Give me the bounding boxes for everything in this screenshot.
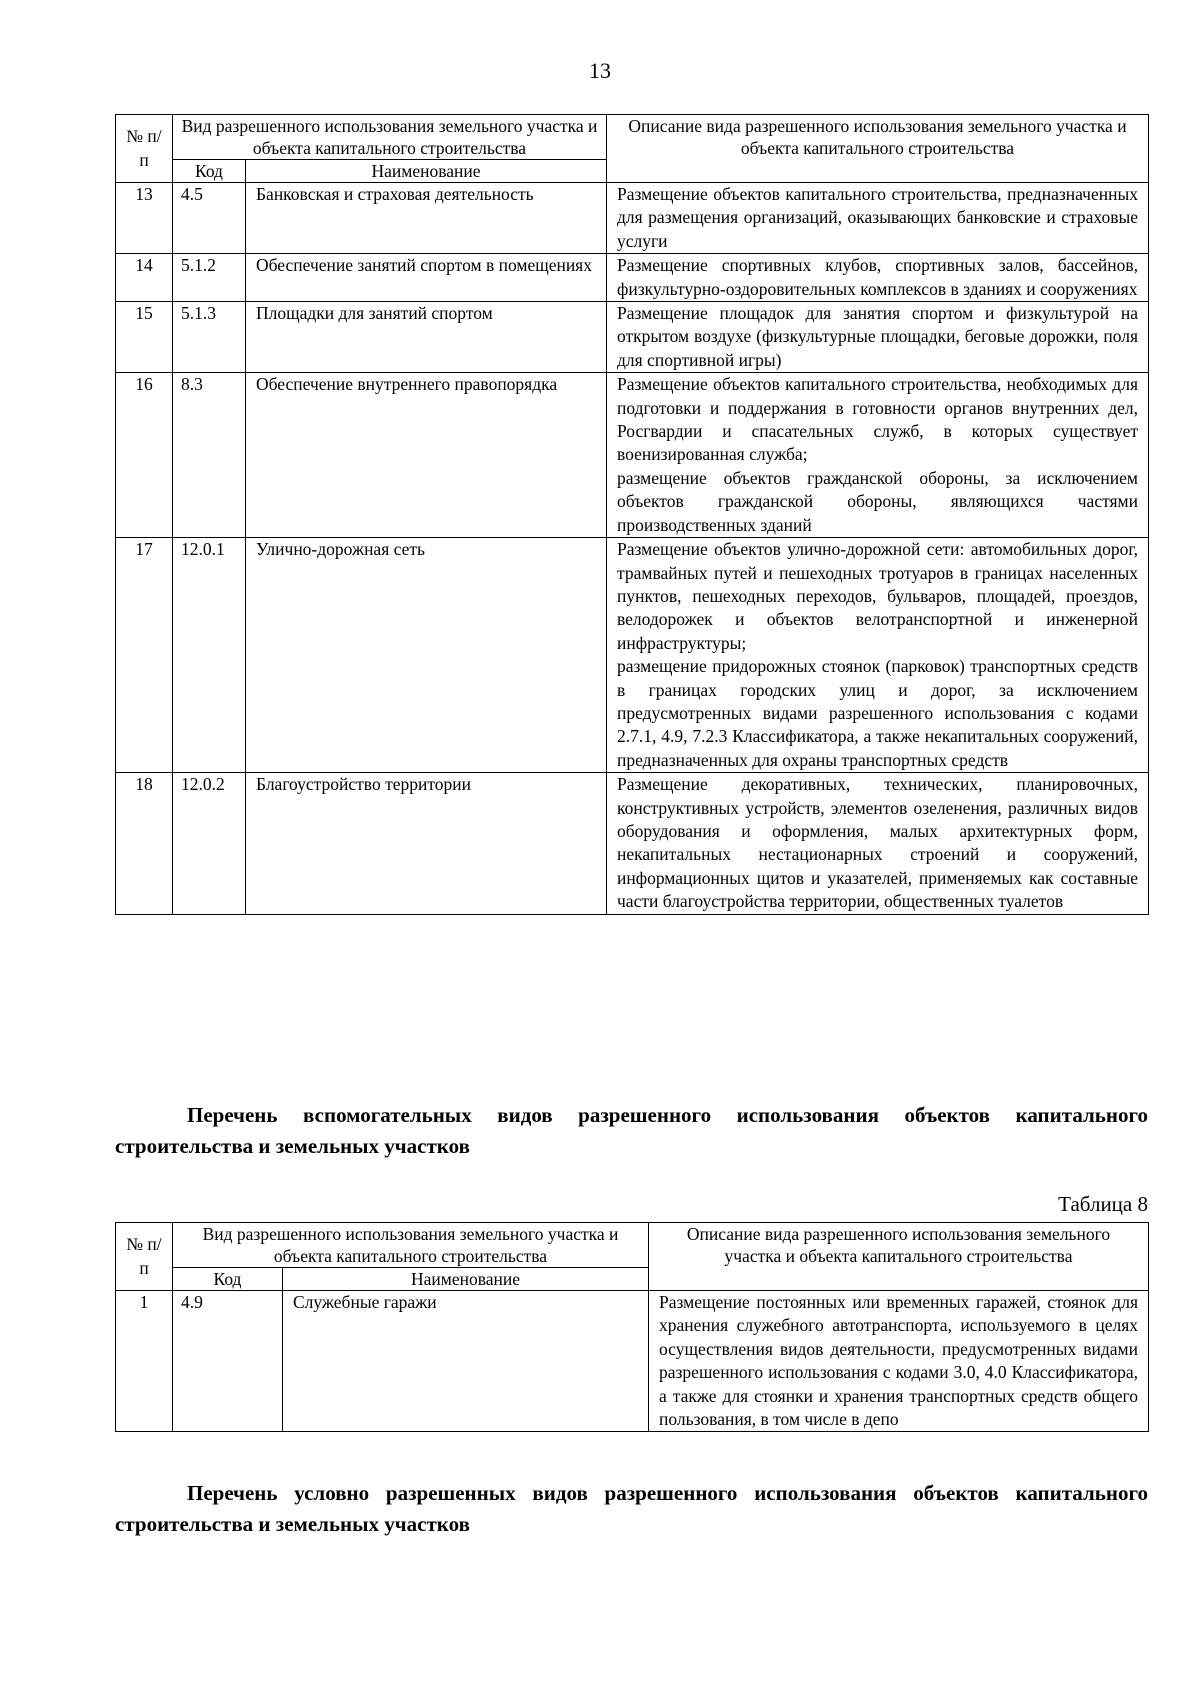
header-desc: Описание вида разрешенного использования земельного участка и объекта капитального строительства [607,115,1149,183]
row-desc [607,773,1149,914]
header-name: Наименование [283,1268,649,1291]
page-number: 13 [589,58,611,83]
row-code: 5.1.2 [173,254,246,302]
row-desc-paragraph: Размещение постоянных или временных гаражей, стоянок для хранения служебного автотранспорта, используемого в целях осуществления видов деятельности, предусмотренных видами разрешенного использования с кодами 3.0, 4.0 Классификатора, а также для стоянки и хранения транспортных средств общего пользования, в том числе в депо [659,1292,1138,1430]
row-code: 12.0.1 [173,538,246,773]
row-code: 5.1.3 [173,302,246,373]
table-row [116,773,1149,914]
land-use-table-auxiliary [115,1222,1149,1432]
header-vid: Вид разрешенного использования земельного участка и объекта капитального строительства [173,115,607,160]
row-num: 15 [116,302,173,373]
table-row [116,302,1149,373]
row-desc [607,373,1149,538]
header-desc: Описание вида разрешенного использования земельного участка и объекта капитального строительства [649,1223,1149,1291]
row-name: Обеспечение внутреннего правопорядка [246,373,607,538]
row-desc [607,254,1149,302]
row-num: 13 [116,183,173,254]
row-num: 17 [116,538,173,773]
row-desc-paragraph: Размещение площадок для занятия спортом и физкультурой на открытом воздухе (физкультурные площадки, беговые дорожки, поля для спортивной игры) [617,303,1138,370]
row-desc-paragraph: Размещение декоративных, технических, планировочных, конструктивных устройств, элементов озеленения, различных видов оборудования и оформления, малых архитектурных форм, некапитальных нестационарных строений и сооружений, информационных щитов и указателей, применяемых как составные части благоустройства территории, общественных туалетов [617,774,1138,912]
row-name: Обеспечение занятий спортом в помещениях [246,254,607,302]
row-num: 1 [116,1291,173,1432]
row-code: 8.3 [173,373,246,538]
row-desc [607,183,1149,254]
row-num: 16 [116,373,173,538]
row-name: Улично-дорожная сеть [246,538,607,773]
section-heading-conditional: Перечень условно разрешенных видов разрешенного использования объектов капитального строительства и земельных участков [115,1481,1148,1536]
row-desc-paragraph: размещение придорожных стоянок (парковок) транспортных средств в границах городских улиц и дорог, за исключением предусмотренных видами разрешенного использования с кодами 2.7.1, 4.9, 7.2.3 Классификатора, а также некапитальных сооружений, предназначенных для охраны транспортных средств [617,656,1138,770]
row-desc [607,538,1149,773]
row-code: 12.0.2 [173,773,246,914]
row-desc-paragraph: Размещение объектов капитального строительства, необходимых для подготовки и поддержания в готовности органов внутренних дел, Росгвардии и спасательных служб, в которых существует военизированная служба; [617,374,1138,465]
header-num: № п/п [116,115,173,183]
row-desc [649,1291,1149,1432]
row-desc-paragraph: размещение объектов гражданской обороны, за исключением объектов гражданской обороны, являющихся частями производственных зданий [617,467,1138,535]
table-row [116,538,1149,773]
row-code: 4.9 [173,1291,283,1432]
table-caption: Таблица 8 [1058,1192,1148,1216]
header-code: Код [173,1268,283,1291]
header-code: Код [173,160,246,183]
row-desc [607,302,1149,373]
row-code: 4.5 [173,183,246,254]
row-name: Благоустройство территории [246,773,607,914]
row-num: 18 [116,773,173,914]
row-name: Площадки для занятий спортом [246,302,607,373]
row-name: Служебные гаражи [283,1291,649,1432]
table-row [116,373,1149,538]
land-use-table-main [115,114,1149,915]
row-desc-paragraph: Размещение спортивных клубов, спортивных залов, бассейнов, физкультурно-оздоровительных комплексов в зданиях и сооружениях [617,255,1138,299]
row-num: 14 [116,254,173,302]
header-vid: Вид разрешенного использования земельного участка и объекта капитального строительства [173,1223,649,1268]
row-desc-paragraph: Размещение объектов капитального строительства, предназначенных для размещения организаций, оказывающих банковские и страховые услуги [617,184,1138,251]
table-row [116,183,1149,254]
table-row [116,1291,1149,1432]
header-name: Наименование [246,160,607,183]
section-heading-auxiliary: Перечень вспомогательных видов разрешенного использования объектов капитального строительства и земельных участков [115,1103,1148,1158]
row-name: Банковская и страховая деятельность [246,183,607,254]
table-row [116,254,1149,302]
row-desc-paragraph: Размещение объектов улично-дорожной сети: автомобильных дорог, трамвайных путей и пешеходных тротуаров в границах населенных пунктов, пешеходных переходов, бульваров, площадей, проездов, велодорожек и объектов велотранспортной и инженерной инфраструктуры; [617,539,1138,653]
header-num: № п/п [116,1223,173,1291]
